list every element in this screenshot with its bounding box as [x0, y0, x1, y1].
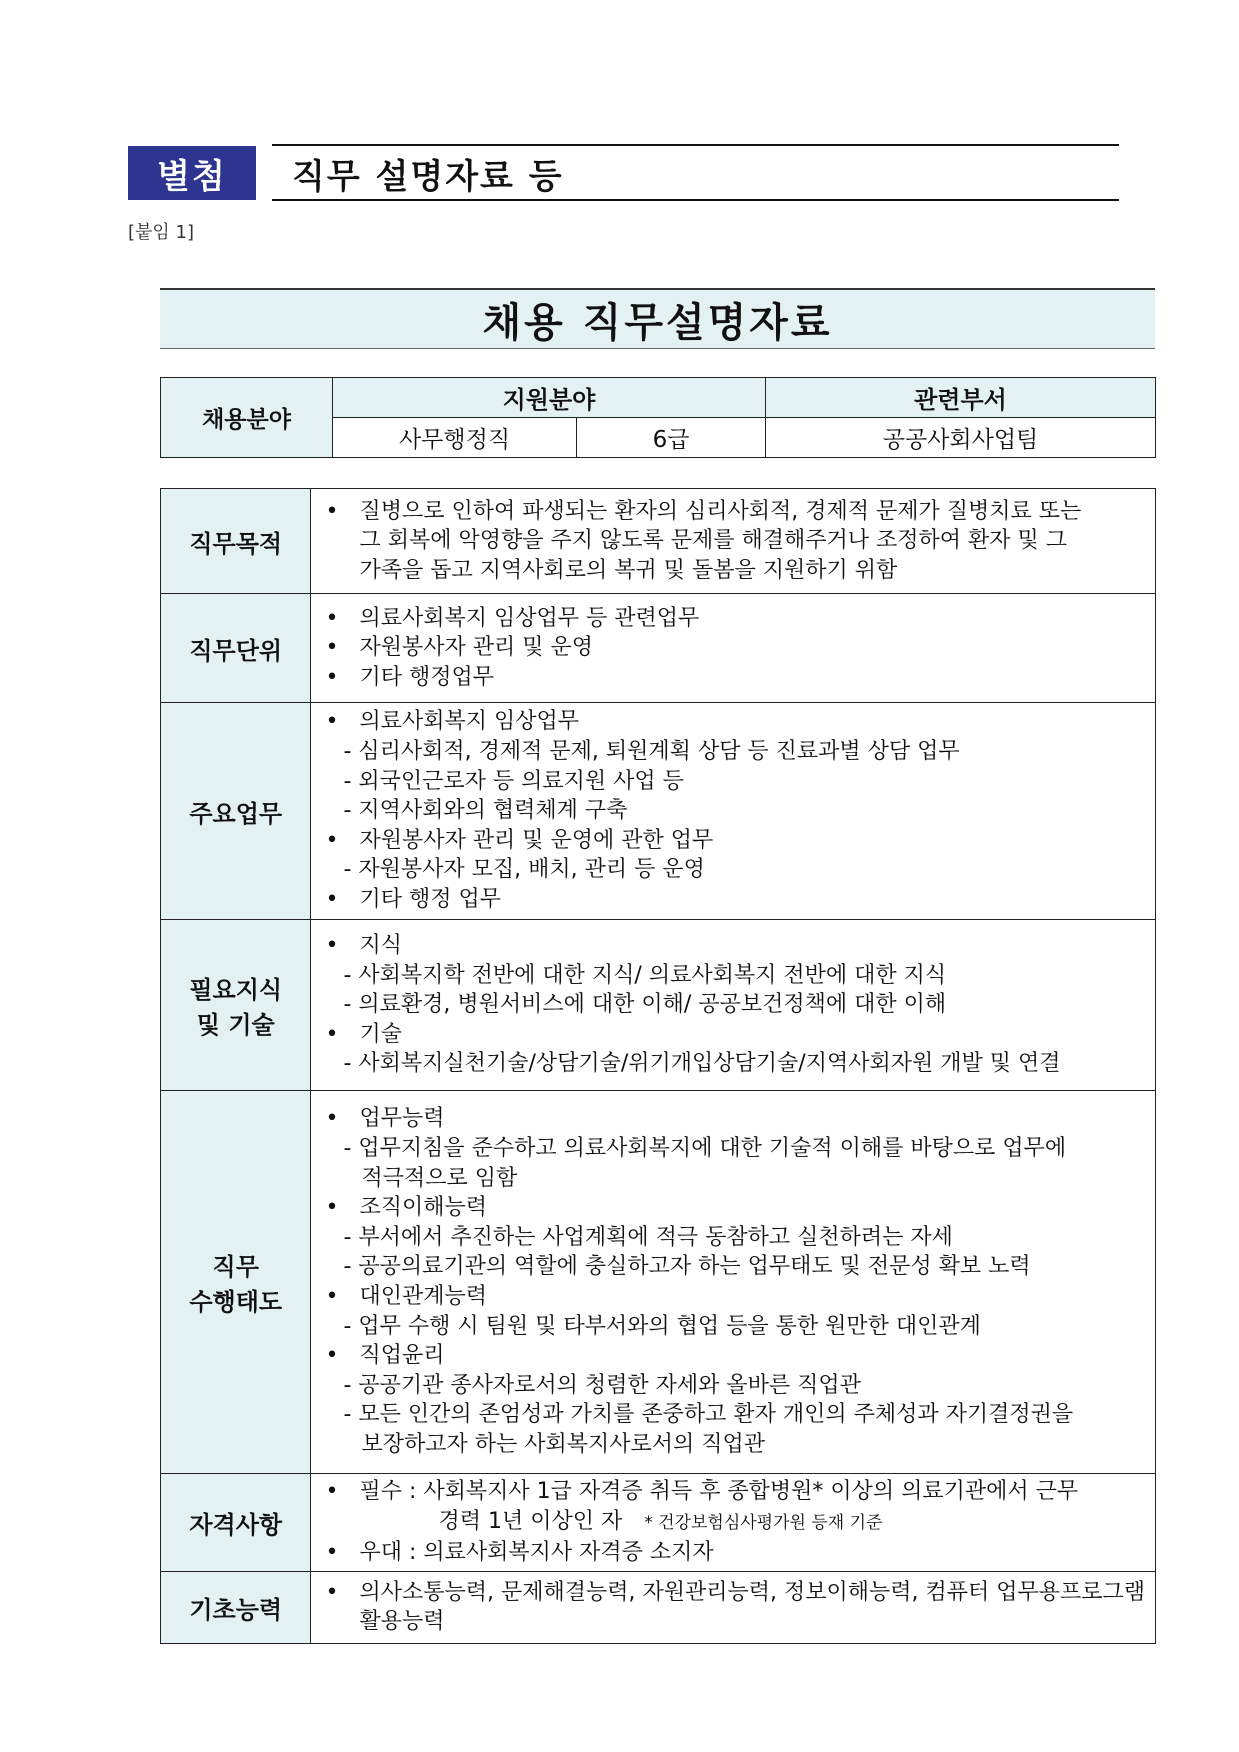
qualification-experience: 경력 1년 이상인 자: [438, 1508, 623, 1534]
dept-header: 관련부서: [766, 378, 1156, 418]
purpose-content: [311, 489, 1156, 594]
list-item: - 사회복지실천기술/상담기술/위기개입상담기술/지역사회자원 개발 및 연결: [325, 1049, 1145, 1079]
knowledge-content: [311, 920, 1156, 1091]
list-item: 가족을 돕고 지역사회로의 복귀 및 돌봄을 지원하기 위함: [359, 557, 898, 583]
list-item: - 지역사회와의 협력체계 구축: [325, 796, 1145, 826]
qualification-label: 자격사항: [161, 1474, 311, 1572]
attitude-label: [161, 1091, 311, 1474]
row-purpose: [161, 489, 1156, 594]
qualification-note: * 건강보험심사평가원 등재 기준: [644, 1512, 883, 1533]
list-item: • 기타 행정 업무: [325, 885, 1145, 915]
list-item: • 우대 : 의료사회복지사 자격증 소지자: [325, 1538, 1145, 1568]
list-item: • 자원봉사자 관리 및 운영에 관한 업무: [325, 826, 1145, 856]
list-item: • 자원봉사자 관리 및 운영: [325, 633, 1145, 663]
list-item: • 질병으로 인하여 파생되는 환자의 심리사회적, 경제적 문제가 질병치료 또는: [325, 497, 1145, 527]
list-item: • 조직이해능력: [325, 1193, 1145, 1223]
list-item: [325, 1507, 1145, 1539]
list-item: - 의료환경, 병원서비스에 대한 이해/ 공공보건정책에 대한 이해: [325, 990, 1145, 1020]
list-item: - 공공기관 종사자로서의 청렴한 자세와 올바른 직업관: [325, 1371, 1145, 1401]
list-item: • 기술: [325, 1020, 1145, 1050]
header-rule-bottom: [272, 199, 1119, 201]
units-label: 직무단위: [161, 594, 311, 703]
qualification-content: [311, 1474, 1156, 1572]
summary-label: 채용분야: [161, 378, 333, 458]
row-qualification: [161, 1474, 1156, 1572]
attitude-label-line: 직무: [212, 1253, 259, 1281]
list-item: - 업무 수행 시 팀원 및 타부서와의 협업 등을 통한 원만한 대인관계: [325, 1312, 1145, 1342]
list-item: • 대인관계능력: [325, 1282, 1145, 1312]
knowledge-label: [161, 920, 311, 1091]
list-item: • 의사소통능력, 문제해결능력, 자원관리능력, 정보이해능력, 컴퓨터 업무용프로그램: [325, 1578, 1145, 1608]
row-units: [161, 594, 1156, 703]
list-item: • 필수 : 사회복지사 1급 자격증 취득 후 종합병원* 이상의 의료기관에서 근무: [325, 1477, 1145, 1507]
list-item: 적극적으로 임함: [361, 1165, 518, 1191]
list-item: - 업무지침을 준수하고 의료사회복지에 대한 기술적 이해를 바탕으로 업무에: [325, 1134, 1145, 1164]
list-item: - 공공의료기관의 역할에 충실하고자 하는 업무태도 및 전문성 확보 노력: [325, 1252, 1145, 1282]
list-item: • 지식: [325, 931, 1145, 961]
attitude-content: [311, 1091, 1156, 1474]
list-item: - 심리사회적, 경제적 문제, 퇴원계획 상담 등 진료과별 상담 업무: [325, 737, 1145, 767]
list-item: - 부서에서 추진하는 사업계획에 적극 동참하고 실천하려는 자세: [325, 1223, 1145, 1253]
attitude-label-line: 수행태도: [189, 1288, 283, 1316]
document-title: 채용 직무설명자료: [160, 288, 1155, 349]
units-content: [311, 594, 1156, 703]
field-header: 지원분야: [333, 378, 766, 418]
row-main: [161, 703, 1156, 920]
knowledge-label-line: 필요지식: [189, 976, 283, 1004]
row-attitude: [161, 1091, 1156, 1474]
list-item: • 의료사회복지 임상업무: [325, 707, 1145, 737]
section-badge: 별첨: [128, 146, 256, 200]
list-item: • 기타 행정업무: [325, 663, 1145, 693]
row-knowledge: [161, 920, 1156, 1091]
list-item: - 모든 인간의 존엄성과 가치를 존중하고 환자 개인의 주체성과 자기결정권을: [325, 1400, 1145, 1430]
basic-label: 기초능력: [161, 1571, 311, 1643]
list-item: 보장하고자 하는 사회복지사로서의 직업관: [361, 1431, 766, 1457]
list-item: • 직업윤리: [325, 1341, 1145, 1371]
summary-table: [160, 377, 1156, 458]
section-title: 직무 설명자료 등: [292, 156, 564, 197]
list-item: 그 회복에 악영향을 주지 않도록 문제를 해결해주거나 조정하여 환자 및 그: [359, 528, 1067, 554]
knowledge-label-line: 및 기술: [196, 1011, 275, 1039]
job-value: 사무행정직: [333, 418, 577, 458]
list-item: 활용능력: [359, 1609, 445, 1635]
header-rule-top: [272, 144, 1119, 146]
job-description-table: [160, 488, 1156, 1644]
dept-value: 공공사회사업팀: [766, 418, 1156, 458]
list-item: • 의료사회복지 임상업무 등 관련업무: [325, 604, 1145, 634]
basic-content: [311, 1571, 1156, 1643]
grade-value: 6급: [577, 418, 766, 458]
main-label: 주요업무: [161, 703, 311, 920]
row-basic: [161, 1571, 1156, 1643]
purpose-label: 직무목적: [161, 489, 311, 594]
list-item: - 사회복지학 전반에 대한 지식/ 의료사회복지 전반에 대한 지식: [325, 961, 1145, 991]
list-item: - 외국인근로자 등 의료지원 사업 등: [325, 767, 1145, 797]
attachment-label: [붙임 1]: [128, 222, 194, 243]
list-item: - 자원봉사자 모집, 배치, 관리 등 운영: [325, 855, 1145, 885]
list-item: • 업무능력: [325, 1104, 1145, 1134]
main-content: [311, 703, 1156, 920]
